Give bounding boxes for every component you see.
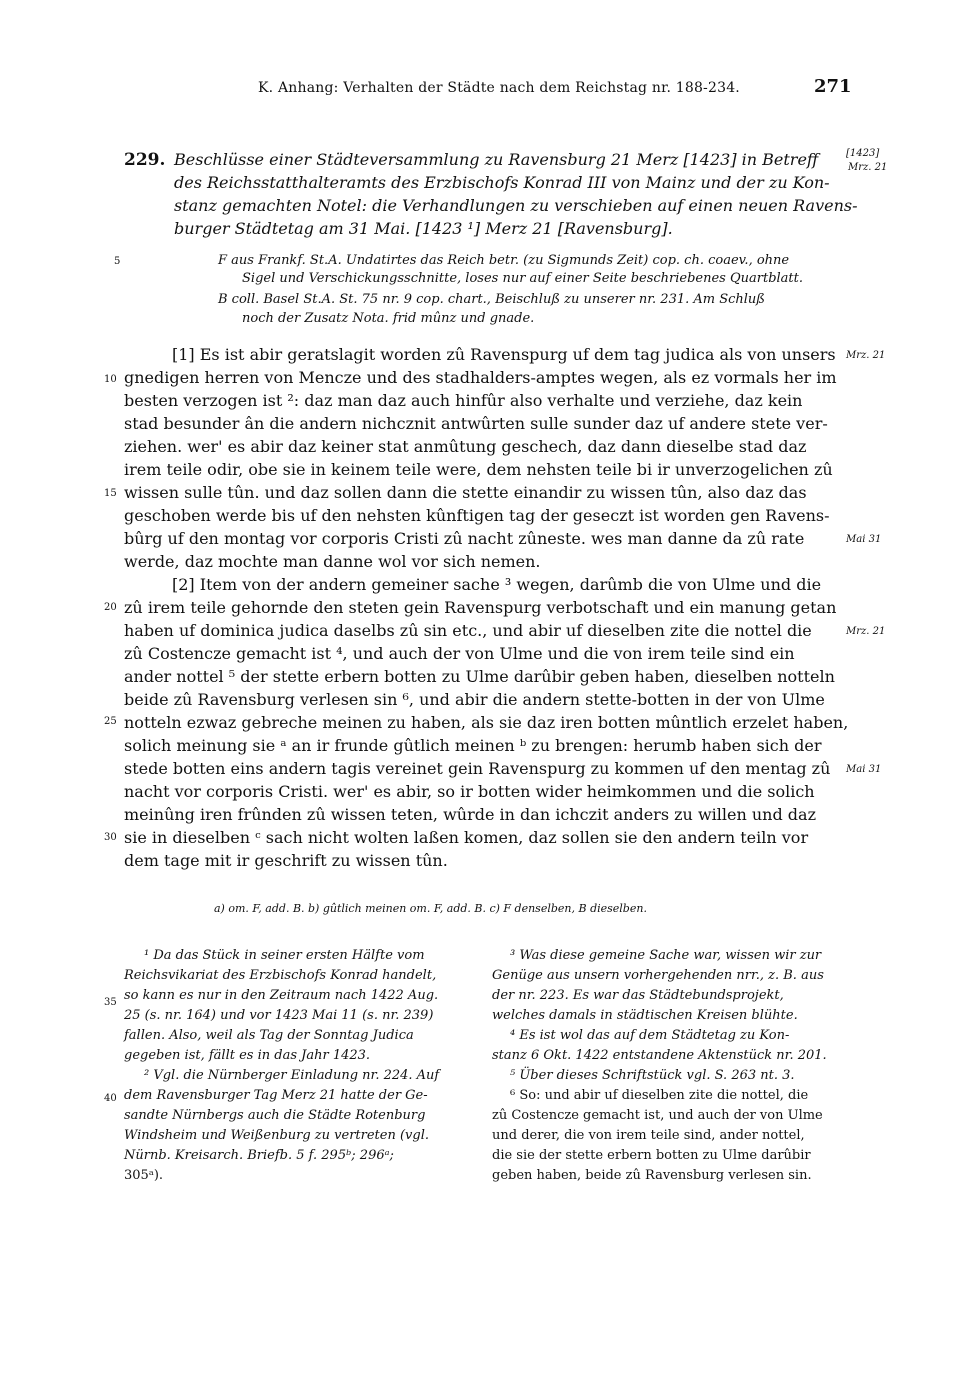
line-number: 10 [104, 374, 117, 385]
line-number: 15 [104, 488, 117, 499]
body-line: werde, daz mochte man danne wol vor sich nemen. [124, 552, 541, 571]
date-note-year: [1423] [846, 148, 880, 159]
body-line: ziehen. wer' es abir daz keiner stat anmûtung geschech, daz dann dieselbe stad daz [124, 437, 807, 456]
footnote-line: stanz 6 Okt. 1422 entstandene Aktenstück nr. 201. [492, 1048, 827, 1063]
body-line: beide zû Ravensburg verlesen sin ⁶, und abir die andern stette-botten in der von Ulme [124, 690, 825, 709]
footnote-line: 25 (s. nr. 164) und vor 1423 Mai 11 (s. nr. 239) [124, 1008, 434, 1023]
footnote-line: ⁴ Es ist wol das auf dem Städtetag zu Kon- [510, 1028, 790, 1043]
footnote-line: ⁶ So: und abir uf dieselben zite die nottel, die [510, 1088, 809, 1103]
page-number: 271 [814, 76, 852, 97]
line-number: 5 [114, 256, 121, 267]
body-line: solich meinung sie ᵃ an ir frunde gûtlich meinen ᵇ zu brengen: herumb haben sich der [124, 736, 822, 755]
footnote-line: die sie der stette erbern botten zu Ulme darûbir [492, 1148, 811, 1163]
source-line: B coll. Basel St.A. St. 75 nr. 9 cop. chart., Beischluß zu unserer nr. 231. Am Schluß [218, 292, 765, 307]
footnote-line: fallen. Also, weil als Tag der Sonntag Judica [124, 1028, 414, 1043]
source-line: noch der Zusatz Nota. frid mûnz und gnade. [242, 311, 535, 326]
side-date: Mrz. 21 [846, 350, 886, 361]
body-line: stede botten eins andern tagis vereinet gein Ravenspurg zu kommen uf den mentag zû [124, 759, 831, 778]
line-number: 40 [104, 1093, 117, 1104]
heading-line: burger Städtetag am 31 Mai. [1423 ¹] Merz 21 [Ravensburg]. [174, 219, 673, 238]
footnote-line: ³ Was diese gemeine Sache war, wissen wir zur [510, 948, 822, 963]
body-line: nacht vor corporis Cristi. wer' es abir, so ir botten wider heimkommen und die solich [124, 782, 815, 801]
body-line: zû Costencze gemacht ist ⁴, und auch der von Ulme und die von irem teile sind ein [124, 644, 795, 663]
line-number: 20 [104, 602, 117, 613]
body-line: haben uf dominica judica daselbs zû sin etc., und abir uf dieselben zite die nottel die [124, 621, 812, 640]
line-number: 35 [104, 997, 117, 1008]
footnote-line: ¹ Da das Stück in seiner ersten Hälfte vom [144, 948, 425, 963]
footnote-line: und derer, die von irem teile sind, ander nottel, [492, 1128, 805, 1143]
heading-line: stanz gemachten Notel: die Verhandlungen zu verschieben auf einen neuen Ravens- [174, 196, 858, 215]
date-note-day: Mrz. 21 [848, 162, 888, 173]
footnote-line: sandte Nürnbergs auch die Städte Rotenburg [124, 1108, 426, 1123]
footnote-line: ⁵ Über dieses Schriftstück vgl. S. 263 nt. 3. [510, 1068, 795, 1083]
body-line: bûrg uf den montag vor corporis Cristi zû nacht zûneste. wes man danne da zû rate [124, 529, 805, 548]
critical-apparatus: a) om. F, add. B. b) gûtlich meinen om. F, add. B. c) F denselben, B dieselben. [214, 902, 647, 915]
footnote-line: Windsheim und Weißenburg zu vertreten (vgl. [124, 1128, 429, 1143]
footnote-line: Genüge aus unsern vorhergehenden nrr., z. B. aus [492, 968, 824, 983]
footnote-line: geben haben, beide zû Ravensburg verlesen sin. [492, 1168, 812, 1183]
heading-line: Beschlüsse einer Städteversammlung zu Ravensburg 21 Merz [1423] in Betreff [174, 150, 819, 169]
line-number: 30 [104, 832, 117, 843]
footnote-line: 305ᵃ). [124, 1168, 164, 1183]
footnote-line: so kann es nur in den Zeitraum nach 1422 Aug. [124, 988, 439, 1003]
footnote-line: gegeben ist, fällt es in das Jahr 1423. [124, 1048, 371, 1063]
body-line: meinûng iren frûnden zû wissen teten, wûrde in dan ichczit anders zu willen und daz [124, 805, 816, 824]
source-line: Sigel und Verschickungsschnitte, loses nur auf einer Seite beschriebenes Quartblatt. [242, 271, 804, 286]
body-line: besten verzogen ist ²: daz man daz auch hinfûr also verhalte und verziehe, daz kein [124, 391, 803, 410]
footnote-line: dem Ravensburger Tag Merz 21 hatte der Ge- [124, 1088, 428, 1103]
body-line: zû irem teile gehornde den steten gein Ravenspurg verbotschaft und ein manung getan [124, 598, 837, 617]
body-line: [2] Item von der andern gemeiner sache ³ wegen, darûmb die von Ulme und die [172, 575, 822, 594]
running-title: K. Anhang: Verhalten der Städte nach dem Reichstag nr. 188-234. [258, 80, 740, 96]
footnote-line: ² Vgl. die Nürnberger Einladung nr. 224. Auf [144, 1068, 440, 1083]
side-date: Mrz. 21 [846, 626, 886, 637]
body-line: notteln ezwaz gebreche meinen zu haben, als sie daz iren botten mûntlich erzelet haben, [124, 713, 849, 732]
document-number: 229. [124, 150, 166, 170]
footnote-line: der nr. 223. Es war das Städtebundsprojekt, [492, 988, 784, 1003]
side-date: Mai 31 [846, 764, 882, 775]
footnote-line: Nürnb. Kreisarch. Briefb. 5 f. 295ᵇ; 296ᵃ; [124, 1148, 394, 1163]
body-line: sie in dieselben ᶜ sach nicht wolten laßen komen, daz sollen sie den andern teiln vor [124, 828, 809, 847]
body-line: gnedigen herren von Mencze und des stadhalders-amptes wegen, als ez vormals her im [124, 368, 837, 387]
body-line: wissen sulle tûn. und daz sollen dann die stette einandir zu wissen tûn, also daz das [124, 483, 807, 502]
footnote-line: welches damals in städtischen Kreisen blühte. [492, 1008, 798, 1023]
source-line: F aus Frankf. St.A. Undatirtes das Reich betr. (zu Sigmunds Zeit) cop. ch. coaev., ohne [218, 253, 790, 268]
body-line: dem tage mit ir geschrift zu wissen tûn. [124, 851, 448, 870]
body-line: geschoben werde bis uf den nehsten kûnftigen tag der geseczt ist worden gen Ravens- [124, 506, 830, 525]
line-number: 25 [104, 716, 117, 727]
body-line: stad besunder ân die andern nichcznit antwûrten sulle sunder daz uf andere stete ver- [124, 414, 828, 433]
footnote-line: Reichsvikariat des Erzbischofs Konrad handelt, [124, 968, 437, 983]
body-line: irem teile odir, obe sie in keinem teile were, dem nehsten teile bi ir unverzogelichen zû [124, 460, 833, 479]
side-date: Mai 31 [846, 534, 882, 545]
footnote-line: zû Costencze gemacht ist, und auch der von Ulme [492, 1108, 823, 1123]
heading-line: des Reichsstatthalteramts des Erzbischofs Konrad III von Mainz und der zu Kon- [174, 173, 830, 192]
body-line: [1] Es ist abir geratslagit worden zû Ravenspurg uf dem tag judica als von unsers [172, 345, 836, 364]
body-line: ander nottel ⁵ der stette erbern botten zu Ulme darûbir geben haben, dieselben notteln [124, 667, 835, 686]
